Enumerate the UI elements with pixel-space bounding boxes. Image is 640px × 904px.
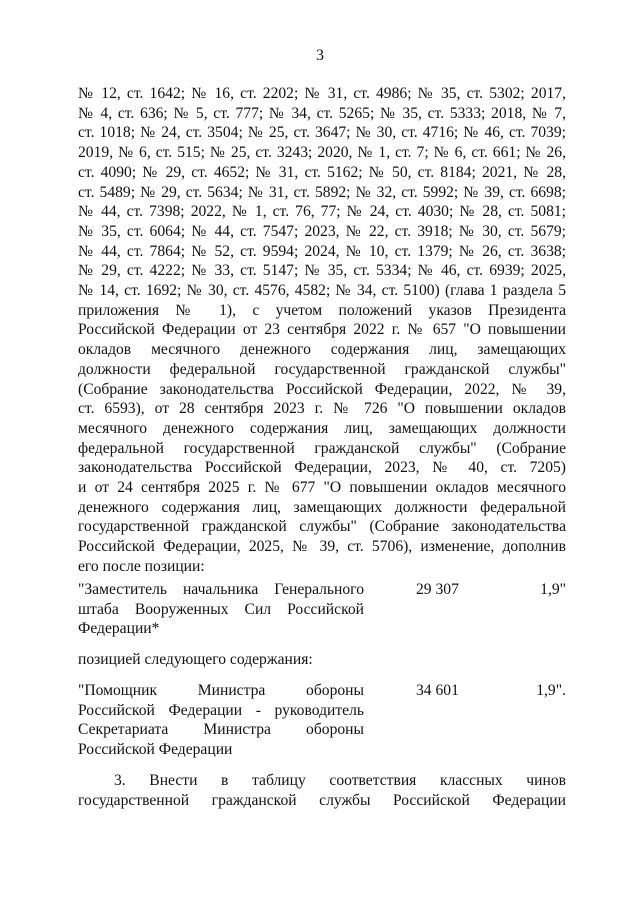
position-row-existing <box>78 580 566 640</box>
text-line: № 29, ст. 4222; № 33, ст. 5147; № 35, ст. 5334; № 46, ст. 6939; 2025, <box>78 262 566 280</box>
text-line: и от 24 сентября 2025 г. № 677 "О повышении окладов месячного <box>78 479 566 497</box>
position-title <box>78 681 364 760</box>
text-line: "Помощник Министра обороны <box>78 682 364 699</box>
text-line: ст. 6593), от 28 сентября 2023 г. № 726 "О повышении окладов <box>78 400 566 418</box>
text-line: № 44, ст. 7864; № 52, ст. 9594; 2024, № 10, ст. 1379; № 26, ст. 3638; <box>78 242 566 260</box>
text-line: государственной гражданской службы Российской Федерации <box>78 791 566 809</box>
text-line: № 4, ст. 636; № 5, ст. 777; № 34, ст. 5265; № 35, ст. 5333; 2018, № 7, <box>78 104 566 122</box>
position-title <box>78 580 364 639</box>
text-line: № 44, ст. 7398; 2022, № 1, ст. 76, 77; № 24, ст. 4030; № 28, ст. 5081; <box>78 203 566 221</box>
text-line: его после позиции: <box>78 557 205 575</box>
text-line: законодательства Российской Федерации, 2023, № 40, ст. 7205) <box>78 459 566 477</box>
text-line: № 35, ст. 6064; № 44, ст. 7547; 2023, № 22, ст. 3918; № 30, ст. 5679; <box>78 222 566 240</box>
text-line: Российской Федерации <box>78 741 233 759</box>
text-line: (Собрание законодательства Российской Федерации, 2022, № 39, <box>78 380 566 398</box>
text-line: Российской Федерации - руководитель <box>78 701 364 719</box>
text-line: № 12, ст. 1642; № 16, ст. 2202; № 31, ст. 4986; № 35, ст. 5302; 2017, <box>78 85 566 102</box>
following-text: позицией следующего содержания: <box>78 651 313 668</box>
text-line: № 14, ст. 1692; № 30, ст. 4576, 4582; № 34, ст. 5100) (глава 1 раздела 5 <box>78 282 566 300</box>
paragraph-main <box>78 84 566 577</box>
text-line: Федерации* <box>78 620 160 638</box>
text-line: окладов месячного денежного содержания лиц, замещающих <box>78 341 566 359</box>
salary-amount: 34 601 <box>416 682 459 699</box>
text-line: "Заместитель начальника Генерального <box>78 581 364 598</box>
text-line: ст. 4090; № 29, ст. 4652; № 31, ст. 5162; № 50, ст. 8184; 2021, № 28, <box>78 163 566 181</box>
text-line: 2019, № 6, ст. 515; № 25, ст. 3243; 2020, № 1, ст. 7; № 6, ст. 661; № 26, <box>78 144 566 162</box>
text-line: ст. 1018; № 24, ст. 3504; № 25, ст. 3647; № 30, ст. 4716; № 46, ст. 7039; <box>78 124 566 142</box>
text-line: должности федеральной государственной гражданской службы" <box>78 360 566 378</box>
text-line: штаба Вооруженных Сил Российской <box>78 600 364 618</box>
text-line: Российской Федерации, 2025, № 39, ст. 5706), изменение, дополнив <box>78 538 566 556</box>
text-line: Российской Федерации от 23 сентября 2022 г. № 657 "О повышении <box>78 321 566 339</box>
salary-amount: 29 307 <box>416 581 459 598</box>
position-row-new <box>78 681 566 761</box>
text-line: денежного содержания лиц, замещающих должности федеральной <box>78 498 566 516</box>
text-line: ст. 5489; № 29, ст. 5634; № 31, ст. 5892; № 32, ст. 5992; № 39, ст. 6698; <box>78 183 566 201</box>
page-number: 3 <box>316 47 324 64</box>
text-line: месячного денежного содержания лиц, замещающих должности <box>78 419 566 437</box>
text-line: государственной гражданской службы" (Собрание законодательства <box>78 518 566 536</box>
text-line: приложения № 1), с учетом положений указов Президента <box>78 301 566 319</box>
coefficient: 1,9" <box>540 581 566 598</box>
paragraph-3 <box>78 771 566 810</box>
coefficient: 1,9". <box>536 682 566 699</box>
text-line: федеральной государственной гражданской службы" (Собрание <box>78 439 566 457</box>
text-line: 3. Внести в таблицу соответствия классных чинов <box>114 772 566 789</box>
text-line: Секретариата Министра обороны <box>78 721 364 739</box>
